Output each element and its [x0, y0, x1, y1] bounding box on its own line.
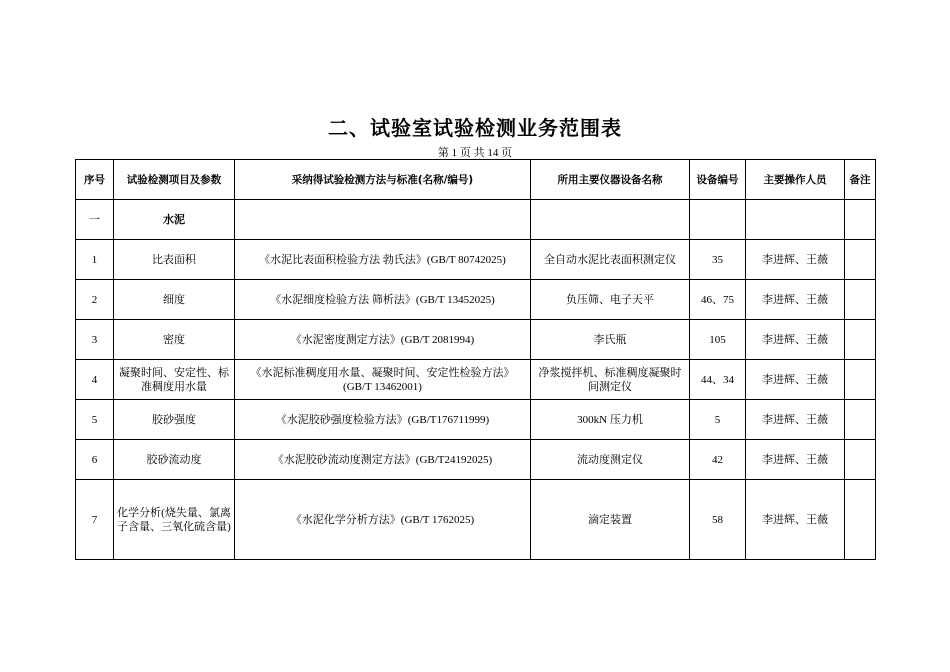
table-row: [76, 440, 876, 480]
cell-remark: [845, 400, 876, 440]
table-row: [76, 360, 876, 400]
cell-equip-no: 105: [690, 320, 746, 360]
cell-item: 细度: [114, 280, 235, 320]
cell-equip-no: 5: [690, 400, 746, 440]
header-no: 序号: [76, 160, 114, 200]
cell-equip-no: 42: [690, 440, 746, 480]
cell-method: 《水泥密度测定方法》(GB/T 2081994): [235, 320, 531, 360]
table-row: [76, 240, 876, 280]
header-equip-no: 设备编号: [690, 160, 746, 200]
header-row: [76, 160, 876, 200]
cell-equipment: 负压筛、电子天平: [531, 280, 690, 320]
cell-equipment: 净浆搅拌机、标准稠度凝聚时间测定仪: [531, 360, 690, 400]
cell-method: 《水泥细度检验方法 筛析法》(GB/T 13452025): [235, 280, 531, 320]
cell-operators: 李进辉、王薇: [746, 480, 845, 560]
cell-equip-no: 58: [690, 480, 746, 560]
header-equipment: 所用主要仪器设备名称: [531, 160, 690, 200]
header-method: 采纳得试验检测方法与标准(名称/编号): [235, 160, 531, 200]
cell-item: 密度: [114, 320, 235, 360]
cell-no: 5: [76, 400, 114, 440]
category-name: 水泥: [114, 200, 235, 240]
cell-item: 比表面积: [114, 240, 235, 280]
cell-no: 4: [76, 360, 114, 400]
page-title: 二、试验室试验检测业务范围表: [328, 118, 622, 140]
cell-equipment: 全自动水泥比表面积测定仪: [531, 240, 690, 280]
cell-no: 2: [76, 280, 114, 320]
cell-method: 《水泥胶砂流动度测定方法》(GB/T24192025): [235, 440, 531, 480]
cell-item: 凝聚时间、安定性、标准稠度用水量: [114, 360, 235, 400]
cell-operators: 李进辉、王薇: [746, 320, 845, 360]
cell-equipment: 李氏瓶: [531, 320, 690, 360]
cell-remark: [845, 440, 876, 480]
cell-method: 《水泥胶砂强度检验方法》(GB/T176711999): [235, 400, 531, 440]
cell-equipment: 滴定装置: [531, 480, 690, 560]
cell-operators: 李进辉、王薇: [746, 360, 845, 400]
cell-no: 6: [76, 440, 114, 480]
cell-remark: [845, 480, 876, 560]
cell-remark: [845, 320, 876, 360]
table-row: [76, 320, 876, 360]
scope-table: [75, 159, 876, 560]
table-row: [76, 400, 876, 440]
cell-operators: 李进辉、王薇: [746, 400, 845, 440]
cell-method: 《水泥比表面积检验方法 勃氏法》(GB/T 80742025): [235, 240, 531, 280]
cell-item: 化学分析(烧失量、氯离子含量、三氧化硫含量): [114, 480, 235, 560]
cell-remark: [845, 240, 876, 280]
cell-remark: [845, 360, 876, 400]
cell-no: 1: [76, 240, 114, 280]
cell-no: 7: [76, 480, 114, 560]
page-info: 第 1 页 共 14 页: [437, 147, 513, 159]
table-row: [76, 480, 876, 560]
cell-equip-no: 44、34: [690, 360, 746, 400]
cell-method: 《水泥化学分析方法》(GB/T 1762025): [235, 480, 531, 560]
table-row: [76, 280, 876, 320]
category-row: [76, 200, 876, 240]
cell-no: 3: [76, 320, 114, 360]
cell-operators: 李进辉、王薇: [746, 440, 845, 480]
cell-equip-no: 46、75: [690, 280, 746, 320]
category-no: 一: [76, 200, 114, 240]
header-operators: 主要操作人员: [746, 160, 845, 200]
cell-equipment: 流动度测定仪: [531, 440, 690, 480]
cell-operators: 李进辉、王薇: [746, 240, 845, 280]
header-remark: 备注: [845, 160, 876, 200]
header-item: 试验检测项目及参数: [114, 160, 235, 200]
cell-operators: 李进辉、王薇: [746, 280, 845, 320]
cell-item: 胶砂强度: [114, 400, 235, 440]
cell-equip-no: 35: [690, 240, 746, 280]
cell-item: 胶砂流动度: [114, 440, 235, 480]
cell-method: 《水泥标准稠度用水量、凝聚时间、安定性检验方法》(GB/T 13462001): [235, 360, 531, 400]
cell-remark: [845, 280, 876, 320]
cell-equipment: 300kN 压力机: [531, 400, 690, 440]
